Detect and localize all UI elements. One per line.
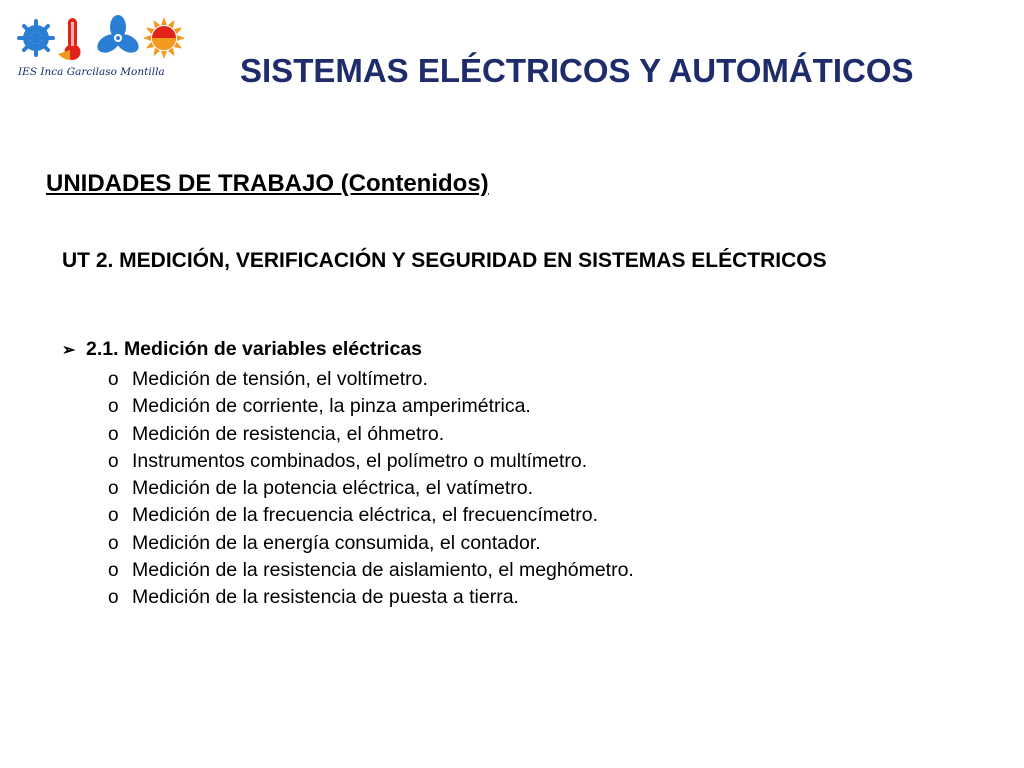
list-item-text: Medición de la frecuencia eléctrica, el frecuencímetro. xyxy=(132,504,599,527)
section-heading: UNIDADES DE TRABAJO (Contenidos) xyxy=(46,170,489,197)
list-item-text: Medición de la resistencia de aislamiento, el meghómetro. xyxy=(132,559,634,582)
topic-heading xyxy=(62,338,422,361)
snowflake-icon xyxy=(17,19,55,57)
list-item xyxy=(108,366,634,393)
circle-bullet-icon: o xyxy=(108,560,119,582)
list-item xyxy=(108,448,634,475)
list-item-text: Medición de corriente, la pinza amperimétrica. xyxy=(132,395,531,418)
school-logo xyxy=(14,14,190,86)
circle-bullet-icon: o xyxy=(108,450,119,472)
logo-caption: IES Inca Garcilaso Montilla xyxy=(18,66,165,78)
topic-label: 2.1. Medición de variables eléctricas xyxy=(86,338,423,360)
list-item xyxy=(108,393,634,420)
sun-icon xyxy=(143,17,185,59)
list-item-text: Medición de la energía consumida, el contador. xyxy=(132,531,541,554)
list-item xyxy=(108,502,634,529)
list-item-text: Instrumentos combinados, el polímetro o multímetro. xyxy=(132,449,588,472)
list-item-text: Medición de resistencia, el óhmetro. xyxy=(132,422,445,445)
thermometer-icon xyxy=(58,18,81,60)
list-item xyxy=(108,475,634,502)
circle-bullet-icon: o xyxy=(108,396,119,418)
circle-bullet-icon: o xyxy=(108,369,119,390)
circle-bullet-icon: o xyxy=(108,423,119,445)
list-item-text: Medición de tensión, el voltímetro. xyxy=(132,368,428,390)
unit-title: UT 2. MEDICIÓN, VERIFICACIÓN Y SEGURIDAD EN SISTEMAS ELÉCTRICOS xyxy=(62,249,827,272)
list-item xyxy=(108,421,634,448)
list-item-text: Medición de la resistencia de puesta a tierra. xyxy=(132,586,519,609)
logo-graphic xyxy=(14,14,190,64)
list-item xyxy=(108,557,634,584)
list-item xyxy=(108,530,634,557)
circle-bullet-icon: o xyxy=(108,505,119,527)
list-item xyxy=(108,584,634,611)
slide-title: SISTEMAS ELÉCTRICOS Y AUTOMÁTICOS xyxy=(240,52,914,89)
arrow-bullet-icon: ➢ xyxy=(62,342,76,359)
circle-bullet-icon: o xyxy=(108,587,119,609)
content-list xyxy=(108,366,634,612)
list-item-text: Medición de la potencia eléctrica, el vatímetro. xyxy=(132,477,534,500)
circle-bullet-icon: o xyxy=(108,532,119,554)
circle-bullet-icon: o xyxy=(108,478,119,500)
fan-icon xyxy=(94,15,142,56)
